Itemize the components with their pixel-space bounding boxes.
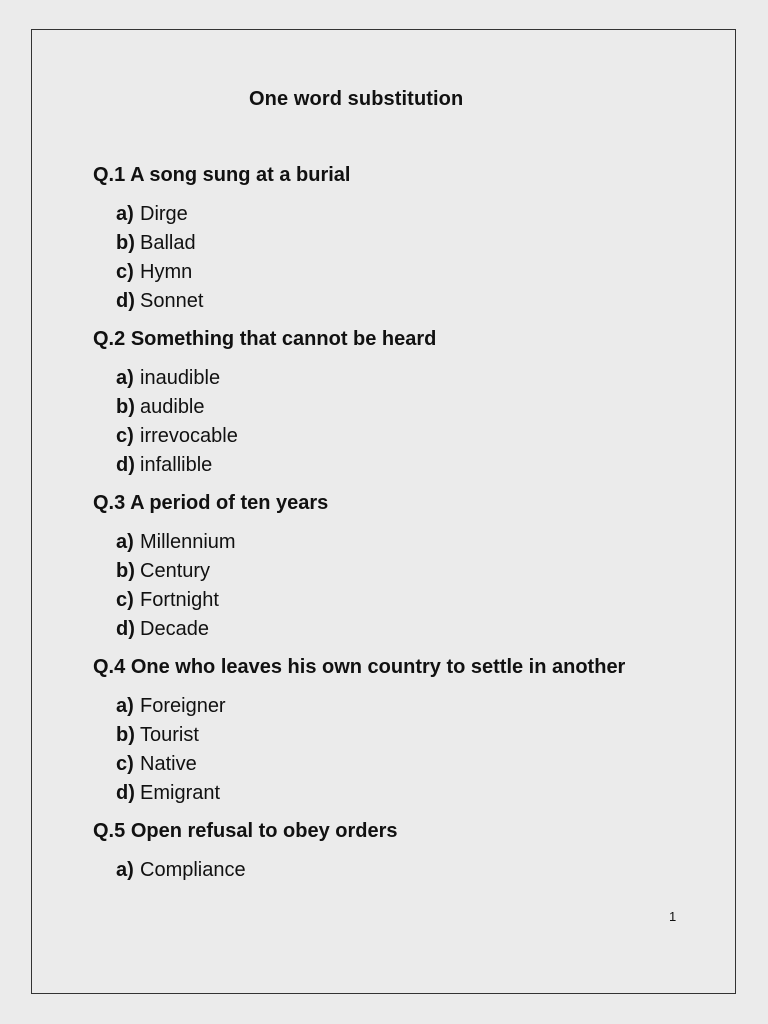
- option-q3-a: [116, 531, 236, 554]
- option-text: Fortnight: [140, 589, 219, 611]
- option-letter: b): [116, 396, 135, 418]
- option-text: Hymn: [140, 261, 193, 283]
- option-letter: a): [116, 859, 134, 881]
- option-letter: d): [116, 290, 135, 312]
- question-1: [93, 164, 350, 187]
- option-letter: d): [116, 618, 135, 640]
- option-text: Century: [140, 560, 211, 582]
- option-text: Sonnet: [140, 290, 204, 312]
- question-5: [93, 820, 398, 843]
- option-text: Tourist: [140, 724, 199, 746]
- option-letter: c): [116, 589, 134, 611]
- question-number: Q.1: [93, 164, 126, 186]
- question-number: Q.4: [93, 656, 126, 678]
- question-3: [93, 492, 328, 515]
- option-q4-c: [116, 753, 197, 776]
- option-text: Millennium: [140, 531, 236, 553]
- option-q3-c: [116, 589, 219, 612]
- option-letter: d): [116, 454, 135, 476]
- question-text: One who leaves his own country to settle in another: [130, 656, 626, 678]
- option-q2-c: [116, 425, 238, 448]
- option-letter: c): [116, 261, 134, 283]
- question-number: Q.3: [93, 492, 126, 514]
- option-q1-c: [116, 261, 192, 284]
- option-text: irrevocable: [140, 425, 238, 447]
- option-text: inaudible: [140, 367, 221, 389]
- option-letter: b): [116, 560, 135, 582]
- option-q1-b: [116, 232, 196, 255]
- option-letter: c): [116, 425, 134, 447]
- option-q4-d: [116, 782, 220, 805]
- option-letter: b): [116, 232, 135, 254]
- option-letter: a): [116, 531, 134, 553]
- question-text: A period of ten years: [130, 492, 329, 514]
- option-letter: c): [116, 753, 134, 775]
- option-text: Native: [140, 753, 197, 775]
- page-number: 1: [669, 909, 677, 924]
- option-q2-d: [116, 454, 212, 477]
- option-text: Ballad: [140, 232, 196, 254]
- option-text: Dirge: [140, 203, 188, 225]
- option-text: Foreigner: [140, 695, 226, 717]
- option-q3-d: [116, 618, 209, 641]
- option-q1-d: [116, 290, 203, 313]
- option-text: infallible: [140, 454, 213, 476]
- document-page: [31, 29, 736, 994]
- question-number: Q.2: [93, 328, 126, 350]
- question-text: Open refusal to obey orders: [130, 820, 398, 842]
- option-q2-b: [116, 396, 205, 419]
- option-q1-a: [116, 203, 188, 226]
- question-2: [93, 328, 436, 351]
- question-text: A song sung at a burial: [130, 164, 351, 186]
- option-letter: b): [116, 724, 135, 746]
- question-4: [93, 656, 625, 679]
- option-text: Emigrant: [140, 782, 221, 804]
- option-q3-b: [116, 560, 210, 583]
- option-q5-a: [116, 859, 246, 882]
- option-letter: a): [116, 203, 134, 225]
- option-q2-a: [116, 367, 220, 390]
- option-text: audible: [140, 396, 205, 418]
- option-q4-a: [116, 695, 226, 718]
- option-text: Compliance: [140, 859, 246, 881]
- question-number: Q.5: [93, 820, 126, 842]
- option-letter: a): [116, 695, 134, 717]
- option-letter: d): [116, 782, 135, 804]
- option-q4-b: [116, 724, 199, 747]
- question-text: Something that cannot be heard: [130, 328, 437, 350]
- option-letter: a): [116, 367, 134, 389]
- option-text: Decade: [140, 618, 209, 640]
- document-title: One word substitution: [249, 88, 464, 110]
